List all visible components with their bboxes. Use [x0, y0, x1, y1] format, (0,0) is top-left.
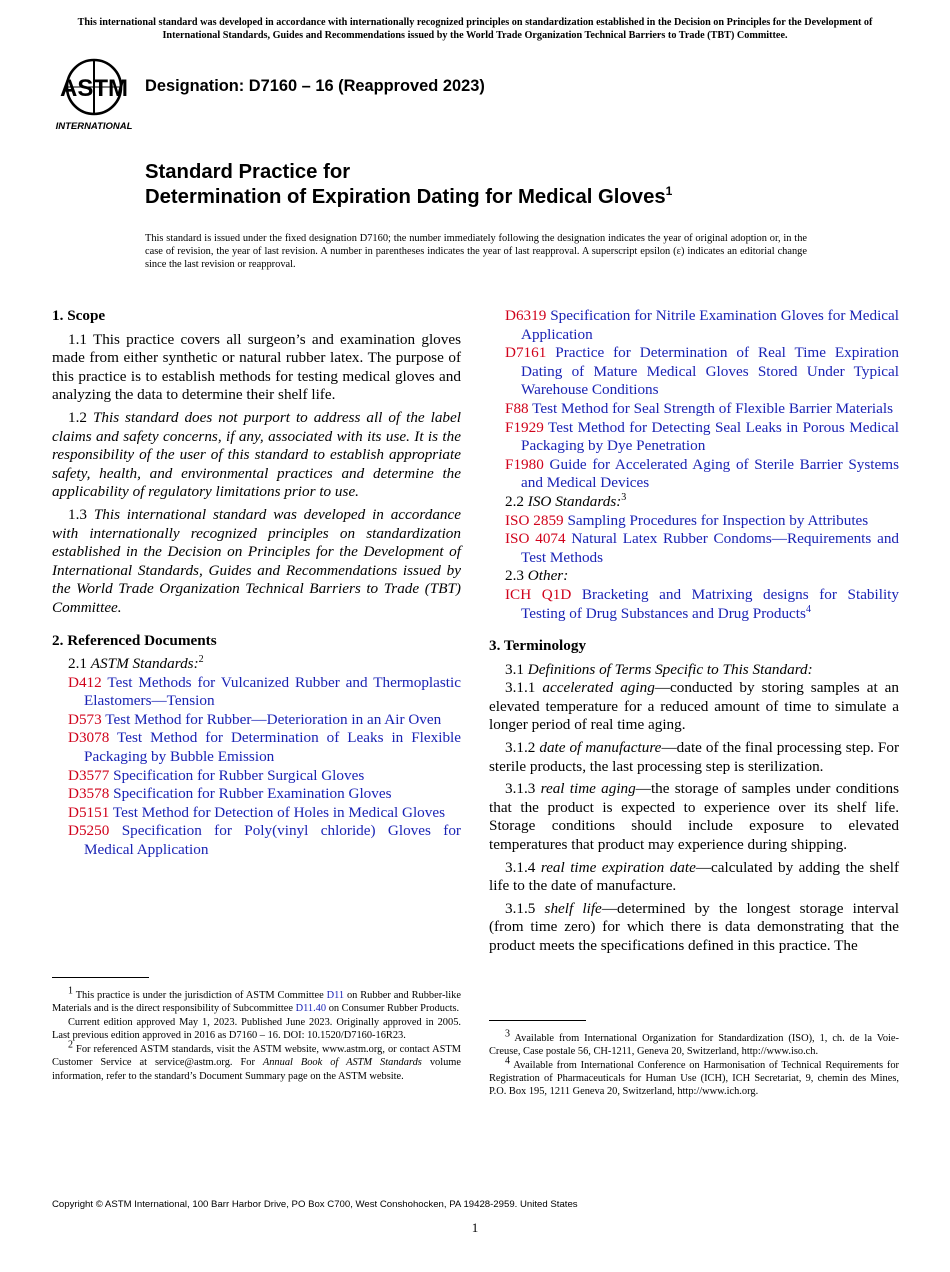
reference-item[interactable]: ICH Q1D Bracketing and Matrixing designs for Stability Testing of Drug Substances and Drug Products$^4$: [505, 585, 899, 622]
footnote-rule-left: [52, 977, 149, 978]
reference-item[interactable]: D573 Test Method for Rubber—Deterioration in an Air Oven: [68, 710, 442, 728]
scope-heading: 1. Scope: [52, 307, 106, 324]
reference-item[interactable]: D3577 Specification for Rubber Surgical Gloves: [68, 766, 365, 784]
reference-item[interactable]: D7161 Practice for Determination of Real Time Expiration Dating of Mature Medical Gloves Stored Under Typical Warehouse Conditions: [505, 344, 900, 399]
reference-item[interactable]: D3578 Specification for Rubber Examination Gloves: [68, 785, 392, 803]
term-definition: 3.1.2 date of manufacture—date of the final processing step. For sterile products, the last processing step is sterilization.: [489, 739, 900, 775]
footnote-3: $^3$ Available from International Organization for Standardization (ISO), 1, ch. de la Voie-Creuse, Case postale 56, CH-1211, Geneva 20, Switzerland, http://www.iso.ch.: [489, 1028, 900, 1058]
reference-item[interactable]: ISO 4074 Natural Latex Rubber Condoms—Requirements and Test Methods: [505, 530, 900, 566]
astm-standards-label: 2.1 ASTM Standards:$^2$: [68, 654, 204, 673]
reference-item[interactable]: D6319 Specification for Nitrile Examination Gloves for Medical Application: [505, 307, 899, 343]
reference-item[interactable]: D5151 Test Method for Detection of Holes in Medical Gloves: [68, 803, 446, 821]
title-line-2: Determination of Expiration Dating for Medical Gloves: [145, 186, 666, 208]
other-label: 2.3 Other:: [505, 567, 569, 585]
reference-item[interactable]: D3078 Test Method for Determination of Leaks in Flexible Packaging by Bubble Emission: [68, 729, 461, 766]
footnotes-right: [489, 1028, 900, 1099]
reference-item[interactable]: ISO 2859 Sampling Procedures for Inspection by Attributes: [505, 511, 869, 529]
footnote-rule-right: [489, 1020, 586, 1021]
designation: Designation: D7160 – 16 (Reapproved 2023): [145, 77, 485, 95]
logo-caption: INTERNATIONAL: [55, 121, 133, 132]
references-heading: 2. Referenced Documents: [52, 631, 217, 649]
left-column: [52, 307, 461, 860]
top-notice: This international standard was developed in accordance with internationally recognized principles on standardization established in the Decision on Principles for the Development of International Standards, Guides and Recommendations issued by the World Trade Organization Technical Barriers to Trade (TBT) Committee.: [77, 17, 873, 41]
footnote-1: $^1$ This practice is under the jurisdiction of ASTM Committee D11 on Rubber and Rubber-like Materials and is the direct responsibility of Subcommittee D11.40 on Consumer Rubber Products.: [52, 985, 461, 1015]
footnote-4: $^4$ Available from International Conference on Harmonisation of Technical Requirements for Registration of Pharmaceuticals for Human Use (ICH), ICH Secretariat, 9, chemin des Mines, P.O. Box 195, 1211 Geneva 20, Switzerland, http://www.ich.org.: [489, 1055, 900, 1098]
term-definition: 3.1.3 real time aging—the storage of samples under conditions that the product is expected to experience over its shelf life. Storage conditions should include exposure to elevated temperatures that product may experience during shipping.: [489, 780, 899, 854]
reference-item[interactable]: F88 Test Method for Seal Strength of Flexible Barrier Materials: [505, 399, 893, 417]
footnotes-left: [52, 985, 461, 1084]
issue-note: This standard is issued under the fixed designation D7160; the number immediately following the designation indicates the year of original adoption or, in the case of revision, the year of last revision. A number in parentheses indicates the year of last reapproval. A superscript epsilon (ε) indicates an editorial change since the last revision or reapproval.: [145, 233, 807, 271]
scope-para-1: 1.1 This practice covers all surgeon’s and examination gloves made from either synthetic or natural rubber latex. The purpose of this practice is to establish methods for testing medical gloves and analyzing the data to determine their shelf life.: [52, 330, 461, 404]
footnote-2: $^2$ For referenced ASTM standards, visit the ASTM website, www.astm.org, or contact ASTM Customer Service at service@astm.org. For Annual Book of ASTM Standards volume information, refer to the standard’s Document Summary page on the ASTM website.: [52, 1039, 461, 1082]
title-footnote-mark: 1: [665, 184, 673, 199]
iso-standards-label: 2.2 ISO Standards:$^3$: [505, 491, 627, 510]
scope-para-2: 1.2 This standard does not purport to address all of the label claims and safety concerns, if any, associated with its use. It is the responsibility of the user of this standard to establish appropriate safety, health, and environmental practices and determine the applicability of regulatory limitations prior to use.: [52, 408, 461, 501]
document-title: [145, 160, 672, 210]
scope-para-3: 1.3 This international standard was developed in accordance with internationally recognized principles on standardization established in the Decision on Principles for the Development of International Standards, Guides and Recommendations issued by the World Trade Organization Technical Barriers to Trade (TBT) Committee.: [52, 505, 461, 616]
reference-item[interactable]: D412 Test Methods for Vulcanized Rubber and Thermoplastic Elastomers—Tension: [68, 673, 461, 710]
term-definition: 3.1.4 real time expiration date—calculated by adding the shelf life to the date of manufacture.: [489, 858, 900, 895]
logo-letters: ASTM: [60, 75, 128, 102]
term-definition: 3.1.5 shelf life—determined by the longest storage interval (from time zero) for which there is data demonstrating that the product meets the specifications defined in this practice. The: [489, 899, 900, 954]
edition-note: Current edition approved May 1, 2023. Published June 2023. Originally approved in 2005. Last previous edition approved in 2016 as D7160 – 16. DOI: 10.1520/D7160-16R23.: [52, 1017, 461, 1042]
title-line-1: Standard Practice for: [145, 161, 351, 183]
right-column: [489, 307, 899, 960]
copyright-line: Copyright © ASTM International, 100 Barr Harbor Drive, PO Box C700, West Conshohocken, PA 19428-2959. United States: [52, 1199, 578, 1210]
reference-item[interactable]: F1980 Guide for Accelerated Aging of Sterile Barrier Systems and Medical Devices: [505, 455, 899, 492]
page-number: 1: [471, 1220, 479, 1235]
definitions-label: 3.1 Definitions of Terms Specific to This Standard:: [505, 660, 813, 678]
terminology-heading: 3. Terminology: [489, 637, 587, 655]
term-definition: 3.1.1 accelerated aging—conducted by storing samples at an elevated temperature for a reduced amount of time to simulate a longer period of real time aging.: [489, 679, 900, 734]
reference-item[interactable]: F1929 Test Method for Detecting Seal Leaks in Porous Medical Packaging by Dye Penetration: [505, 418, 899, 455]
astm-logo: [53, 56, 135, 132]
reference-item[interactable]: D5250 Specification for Poly(vinyl chloride) Gloves for Medical Application: [68, 822, 461, 859]
